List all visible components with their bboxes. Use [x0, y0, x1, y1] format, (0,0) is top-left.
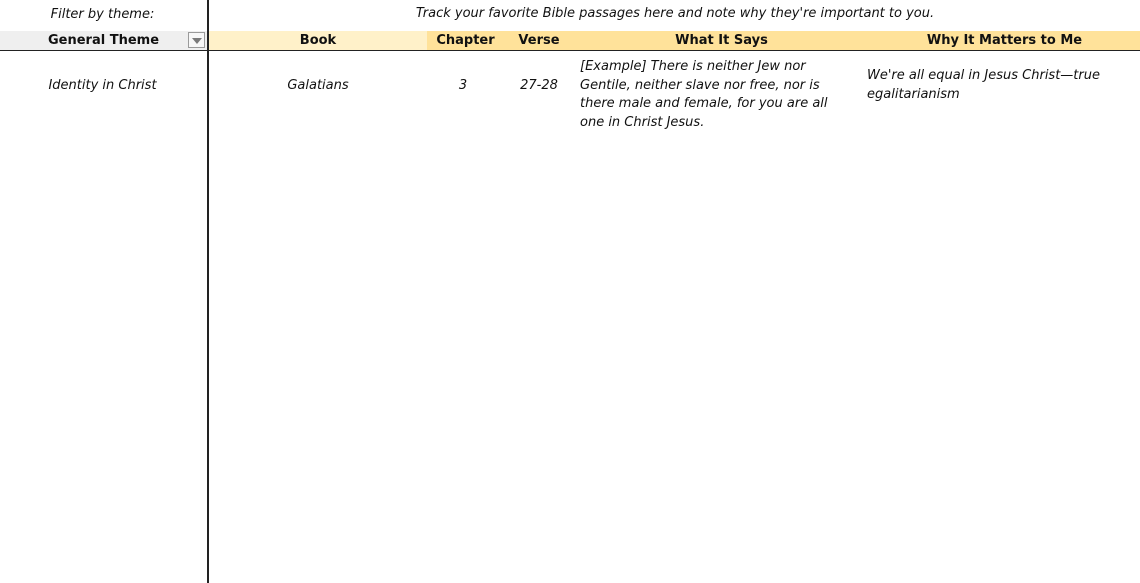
header-what-it-says[interactable]: What It Says [574, 31, 869, 50]
table-header-row [0, 31, 1140, 51]
cell-what-it-says[interactable]: [Example] There is neither Jew nor Gentile, neither slave nor free, nor is there male and female, for you are all one in Christ Jesus. [580, 59, 828, 130]
cell-book[interactable]: Galatians [287, 78, 349, 93]
cell-verse[interactable]: 27-28 [520, 78, 558, 93]
header-general-theme-label: General Theme [47, 33, 160, 48]
header-general-theme[interactable] [0, 31, 207, 50]
cell-theme[interactable]: Identity in Christ [48, 78, 157, 93]
filter-label: Filter by theme: [50, 7, 155, 22]
header-why-it-matters[interactable]: Why It Matters to Me [869, 31, 1140, 50]
table-row [0, 55, 1140, 130]
header-chapter[interactable]: Chapter [427, 31, 504, 50]
cell-chapter[interactable]: 3 [458, 78, 468, 93]
theme-filter-dropdown-button[interactable] [188, 32, 205, 48]
header-book[interactable]: Book [209, 31, 427, 50]
header-verse[interactable]: Verse [504, 31, 574, 50]
cell-why-it-matters[interactable]: We're all equal in Jesus Christ—true egalitarianism [867, 68, 1100, 102]
page-subtitle: Track your favorite Bible passages here and note why they're important to you. [415, 6, 935, 21]
dropdown-arrow-icon [192, 38, 202, 44]
